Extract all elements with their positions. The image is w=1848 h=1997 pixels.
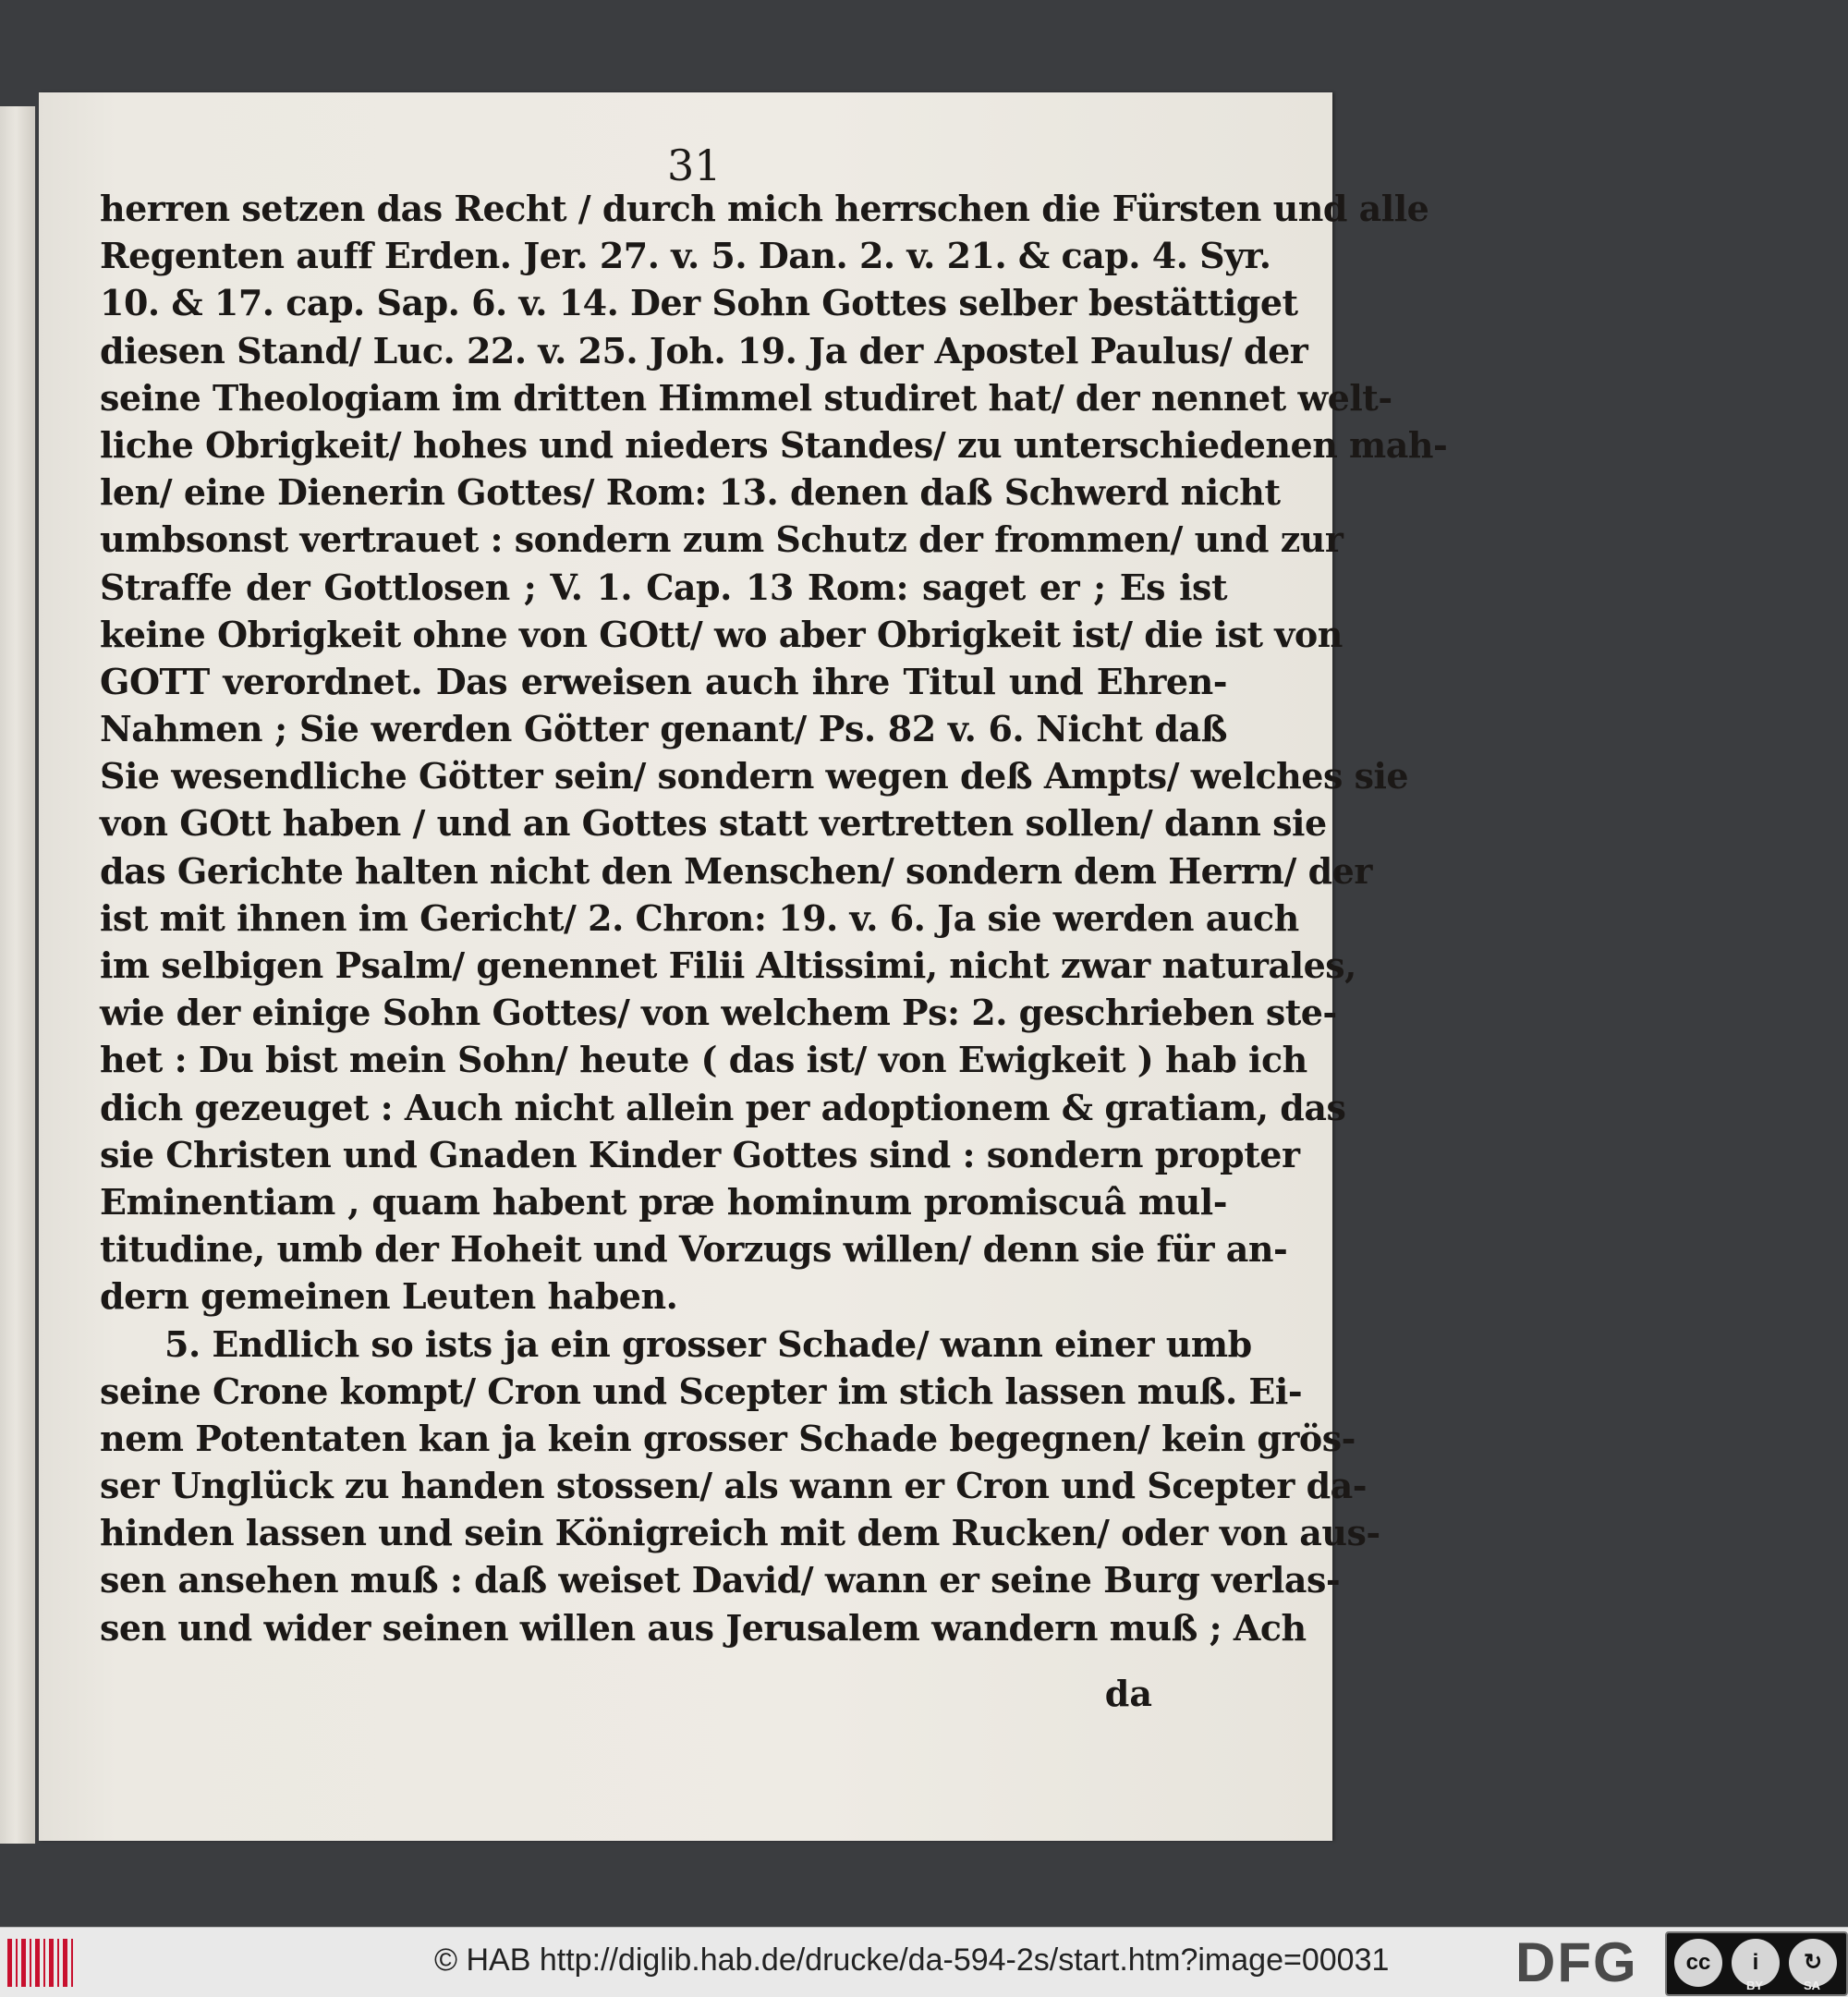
- page-text: [100, 185, 1448, 1651]
- text-line: Nahmen ; Sie werden Götter genant/ Ps. 82 v. 6. Nicht daß: [100, 708, 1227, 750]
- text-line: umbsonst vertrauet : sondern zum Schutz der frommen/ und zur: [100, 518, 1343, 561]
- barcode-icon: [7, 1939, 74, 1987]
- text-line: Regenten auff Erden. Jer. 27. v. 5. Dan. 2. v. 21. & cap. 4. Syr.: [100, 235, 1271, 277]
- text-line: diesen Stand/ Luc. 22. v. 25. Joh. 19. Ja der Apostel Paulus/ der: [100, 329, 1308, 371]
- text-line: dich gezeuget : Auch nicht allein per adoptionem & gratiam, das: [100, 1086, 1346, 1128]
- text-line: 5. Endlich so ists ja ein grosser Schade/ wann einer umb: [164, 1322, 1252, 1365]
- text-line: GOTT verordnet. Das erweisen auch ihre Titul und Ehren-: [100, 660, 1227, 702]
- text-line: Eminentiam , quam habent præ hominum promiscuâ mul-: [100, 1180, 1227, 1223]
- text-line: titudine, umb der Hoheit und Vorzugs willen/ denn sie für an-: [100, 1228, 1288, 1271]
- cc-icon: cc: [1674, 1939, 1722, 1987]
- text-line: het : Du bist mein Sohn/ heute ( das ist/ von Ewigkeit ) hab ich: [100, 1039, 1307, 1081]
- text-line: nem Potentaten kan ja kein grosser Schade begegnen/ kein grös-: [100, 1417, 1356, 1459]
- text-line: von GOtt haben / und an Gottes statt vertretten sollen/ dann sie: [100, 802, 1327, 845]
- text-line: liche Obrigkeit/ hohes und nieders Standes/ zu unterschiedenen mah-: [100, 423, 1448, 466]
- text-line: len/ eine Dienerin Gottes/ Rom: 13. denen daß Schwerd nicht: [100, 471, 1281, 514]
- text-line: ist mit ihnen im Gericht/ 2. Chron: 19. v. 6. Ja sie werden auch: [100, 896, 1299, 939]
- text-line: wie der einige Sohn Gottes/ von welchem Ps: 2. geschrieben ste-: [100, 992, 1337, 1034]
- copyright-link[interactable]: © HAB http://diglib.hab.de/drucke/da-594-2s/start.htm?image=00031: [434, 1942, 1390, 1978]
- text-line: sen ansehen muß : daß weiset David/ wann er seine Burg verlas-: [100, 1559, 1341, 1601]
- text-line: herren setzen das Recht / durch mich herrschen die Fürsten und alle: [100, 188, 1429, 229]
- text-line: 10. & 17. cap. Sap. 6. v. 14. Der Sohn Gottes selber bestättiget: [100, 282, 1298, 324]
- text-line: dern gemeinen Leuten haben.: [100, 1275, 678, 1318]
- text-line: sen und wider seinen willen aus Jerusalem wandern muß ; Ach: [100, 1606, 1307, 1649]
- text-line: seine Theologiam im dritten Himmel studiret hat/ der nennet welt-: [100, 376, 1392, 419]
- cc-license-badge[interactable]: [1665, 1931, 1848, 1996]
- by-icon: i: [1732, 1939, 1780, 1987]
- text-line: keine Obrigkeit ohne von GOtt/ wo aber Obrigkeit ist/ die ist von: [100, 613, 1343, 655]
- catchword: da: [1104, 1673, 1152, 1714]
- text-line: Straffe der Gottlosen ; V. 1. Cap. 13 Rom: saget er ; Es ist: [100, 566, 1227, 608]
- sa-icon: ↻: [1789, 1939, 1837, 1987]
- text-line: das Gerichte halten nicht den Menschen/ sondern dem Herrn/ der: [100, 849, 1372, 892]
- page-number: 31: [667, 140, 722, 190]
- book-page: [39, 92, 1448, 1841]
- dfg-logo: DFG: [1515, 1931, 1638, 1993]
- text-line: seine Crone kompt/ Cron und Scepter im stich lassen muß. Ei-: [100, 1370, 1303, 1412]
- text-line: ser Unglück zu handen stossen/ als wann er Cron und Scepter da-: [100, 1465, 1368, 1507]
- text-line: im selbigen Psalm/ genennet Filii Altissimi, nicht zwar naturales,: [100, 944, 1356, 986]
- previous-page-edge: [0, 106, 35, 1844]
- sa-label: SA: [1804, 1979, 1821, 1992]
- text-line: Sie wesendliche Götter sein/ sondern wegen deß Ampts/ welches sie: [100, 755, 1409, 798]
- text-line: sie Christen und Gnaden Kinder Gottes sind : sondern propter: [100, 1133, 1300, 1175]
- by-label: BY: [1746, 1979, 1764, 1992]
- footer-bar: [0, 1927, 1848, 1997]
- text-line: hinden lassen und sein Königreich mit dem Rucken/ oder von aus-: [100, 1512, 1380, 1554]
